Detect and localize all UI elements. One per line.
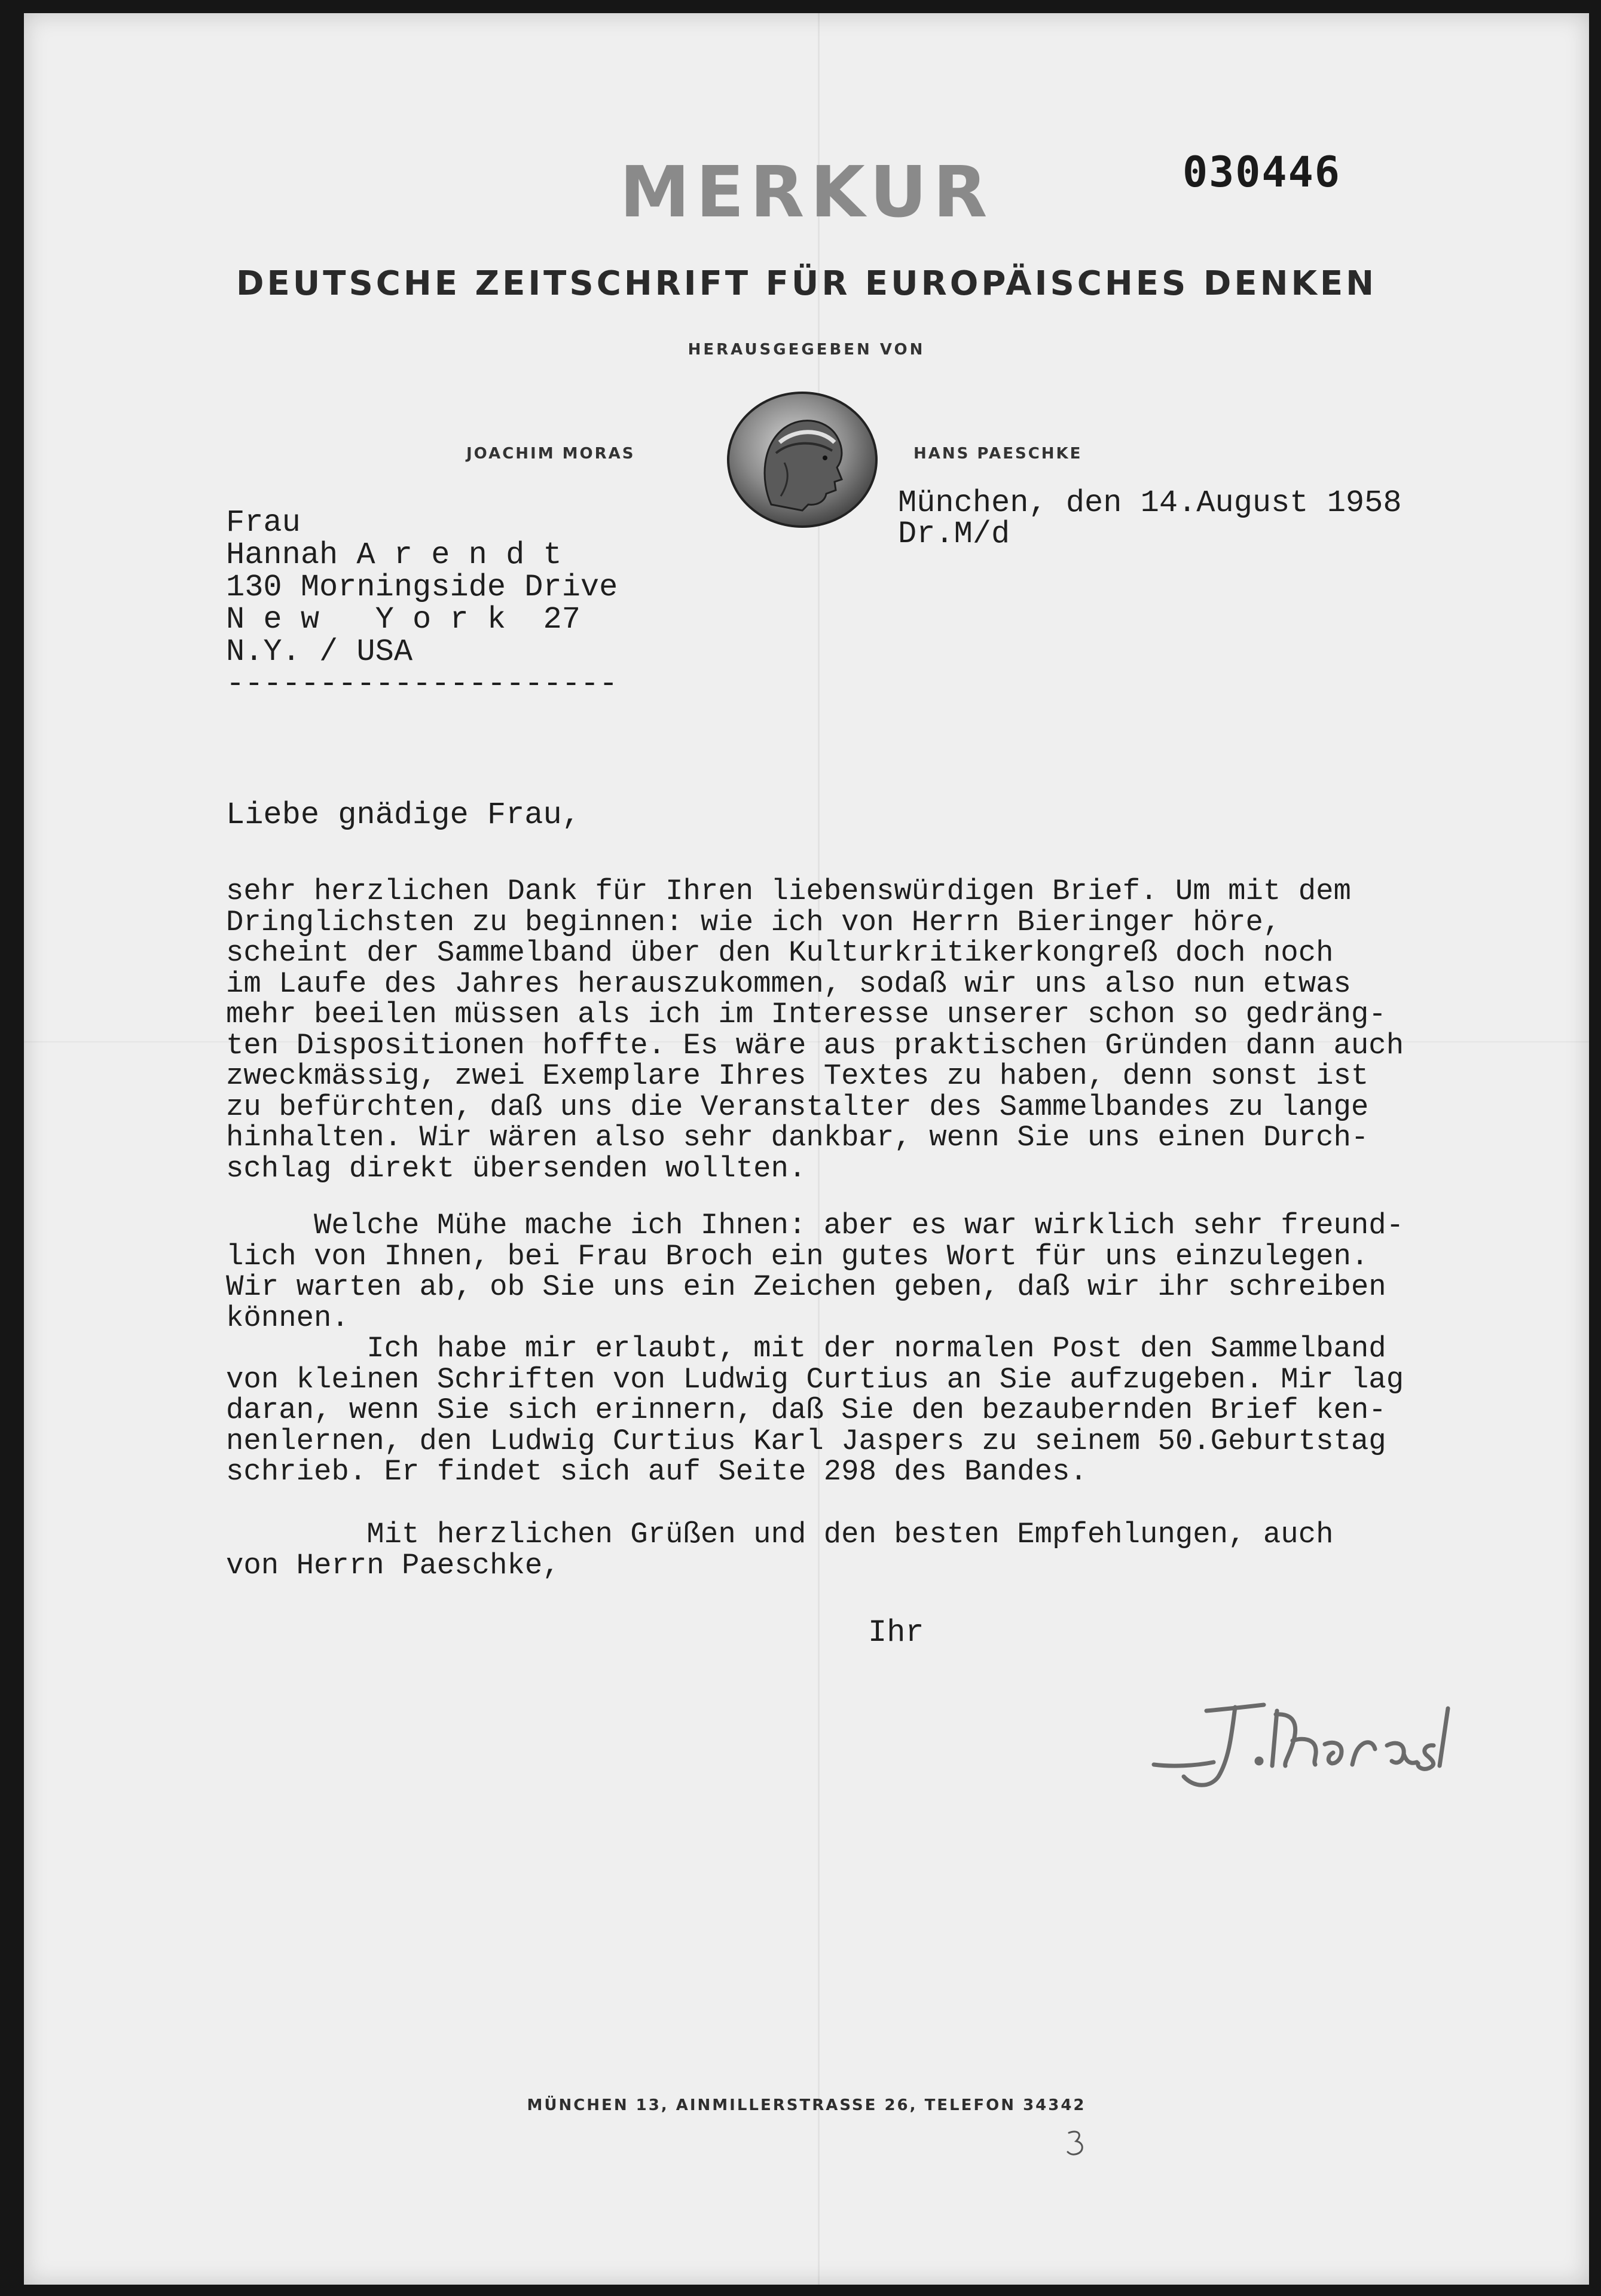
text-line: daran, wenn Sie sich erinnern, daß Sie den bezaubernden Brief ken- bbox=[226, 1393, 1386, 1427]
paragraph-2 bbox=[226, 1210, 1565, 1488]
text-line: zu befürchten, daß uns die Veranstalter des Sammelbandes zu lange bbox=[226, 1090, 1369, 1124]
editor-left: JOACHIM MORAS bbox=[466, 445, 635, 463]
text-line: ten Dispositionen hoffte. Es wäre aus praktischen Gründen dann auch bbox=[226, 1028, 1404, 1062]
handwritten-signature bbox=[1136, 1687, 1518, 1806]
address-line: N e w Y o r k 27 bbox=[226, 602, 580, 637]
reference-initials: Dr.M/d bbox=[898, 516, 1010, 552]
text-line: nenlernen, den Ludwig Curtius Karl Jaspers zu seinem 50.Geburtstag bbox=[226, 1424, 1386, 1458]
masthead-subtitle: DEUTSCHE ZEITSCHRIFT FÜR EUROPÄISCHES DENKEN bbox=[236, 264, 1377, 303]
text-line: Dringlichsten zu beginnen: wie ich von Herrn Bieringer höre, bbox=[226, 905, 1281, 939]
text-line: von kleinen Schriften von Ludwig Curtius an Sie aufzugeben. Mir lag bbox=[226, 1362, 1404, 1396]
text-line: mehr beeilen müssen als ich im Interesse unserer schon so gedräng- bbox=[226, 998, 1386, 1031]
text-line: lich von Ihnen, bei Frau Broch ein gutes Wort für uns einzulegen. bbox=[226, 1239, 1369, 1273]
text-line: können. bbox=[226, 1301, 349, 1335]
text-line: im Laufe des Jahres herauszukommen, sodaß wir uns also nun etwas bbox=[226, 967, 1351, 1001]
masthead-title: MERKUR bbox=[619, 151, 994, 233]
text-line: Welche Mühe mache ich Ihnen: aber es war wirklich sehr freund- bbox=[226, 1209, 1404, 1242]
address-line: N.Y. / USA bbox=[226, 634, 413, 669]
text-line: von Herrn Paeschke, bbox=[226, 1548, 560, 1582]
text-line: sehr herzlichen Dank für Ihren liebenswürdigen Brief. Um mit dem bbox=[226, 875, 1351, 908]
letter-body bbox=[226, 876, 1565, 1514]
text-line: Ich habe mir erlaubt, mit der normalen Post den Sammelband bbox=[226, 1332, 1386, 1365]
text-line: hinhalten. Wir wären also sehr dankbar, wenn Sie uns einen Durch- bbox=[226, 1121, 1369, 1154]
editors-caption: HERAUSGEGEBEN VON bbox=[688, 341, 925, 359]
address-line: Frau bbox=[226, 505, 301, 540]
text-line: schlag direkt übersenden wollten. bbox=[226, 1151, 806, 1185]
address-underline: --------------------- bbox=[226, 667, 618, 702]
recipient-address bbox=[226, 507, 618, 701]
address-line: 130 Morningside Drive bbox=[226, 570, 618, 605]
paragraph-1 bbox=[226, 876, 1565, 1184]
text-line: zweckmässig, zwei Exemplare Ihres Textes zu haben, denn sonst ist bbox=[226, 1059, 1369, 1093]
letter-sheet bbox=[24, 13, 1589, 2285]
closing-word: Ihr bbox=[868, 1615, 924, 1650]
salutation: Liebe gnädige Frau, bbox=[226, 797, 580, 833]
text-line: Mit herzlichen Grüßen und den besten Empfehlungen, auch bbox=[226, 1518, 1334, 1551]
closing-text bbox=[226, 1520, 1334, 1581]
address-line: Hannah A r e n d t bbox=[226, 537, 562, 573]
pencil-page-number bbox=[1064, 2128, 1088, 2158]
text-line: Wir warten ab, ob Sie uns ein Zeichen geben, daß wir ihr schreiben bbox=[226, 1270, 1386, 1304]
archive-number: 030446 bbox=[1183, 148, 1341, 197]
letter-date: München, den 14.August 1958 bbox=[898, 485, 1402, 521]
editor-right: HANS PAESCHKE bbox=[913, 445, 1083, 463]
text-line: scheint der Sammelband über den Kulturkritikerkongreß doch noch bbox=[226, 936, 1334, 970]
letterhead-footer: MÜNCHEN 13, AINMILLERSTRASSE 26, TELEFON 34342 bbox=[527, 2096, 1086, 2114]
coin-head-icon bbox=[725, 391, 880, 528]
text-line: schrieb. Er findet sich auf Seite 298 des Bandes. bbox=[226, 1455, 1087, 1488]
